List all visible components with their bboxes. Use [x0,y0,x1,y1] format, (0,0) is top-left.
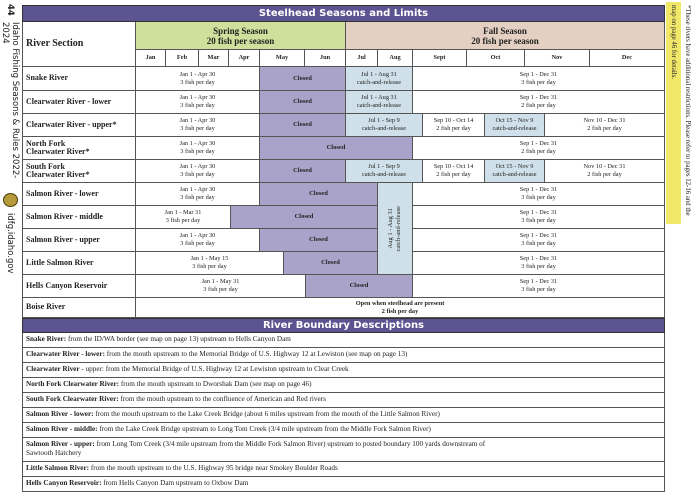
boundary-item: Hells Canyon Reservoir: from Hells Canyon Dam upstream to Oxbow Dam [22,477,665,492]
closed-cell: Closed [306,275,413,298]
month-dec: Dec [590,50,665,67]
fall-open-cell: Sep 1 - Dec 31 3 fish per day [413,183,665,206]
spring-open-cell: Jan 1 - May 31 3 fish per day [136,275,306,298]
fall-open-cell: Nov 10 - Dec 31 2 fish per day [545,114,665,137]
boundary-item: Clearwater River - lower: from the mouth upstream to the Memorial Bridge of U.S. Highway 12 at Lewiston (see map on page 13) [22,348,665,363]
river-name: Boise River [22,298,136,318]
spring-open-cell: Jan 1 - Apr 30 3 fish per day [136,67,260,91]
months-row [0,50,683,67]
closed-cell: Closed [260,160,346,183]
fall-season-header [346,22,665,50]
catch-release-cell: Jul 1 - Aug 31 catch-and-release [346,91,413,114]
fall-title: Fall Season [483,26,527,36]
river-name: Salmon River - middle [22,206,136,229]
boundary-item: Salmon River - upper: from Long Tom Creek (3/4 mile upstream from the Middle Fork Salmon River) upstream to posted boundary 100 yards downstream of Sawtooth Hatchery [22,438,665,462]
river-name: Salmon River - lower [22,183,136,206]
fall-open-cell: Sep 1 - Dec 31 3 fish per day [413,67,665,91]
fall-open-cell: Sep 1 - Dec 31 2 fish per day [413,137,665,160]
table-row [0,160,683,183]
fall-limit: 20 fish per season [471,36,539,46]
closed-cell: Closed [260,114,346,137]
boundary-item: Clearwater River - upper: from the Memorial Bridge of U.S. Highway 12 at Lewiston upstream to Clear Creek [22,363,665,378]
month-may: May [260,50,305,67]
table-title: Steelhead Seasons and Limits [22,5,665,22]
spring-open-cell: Jan 1 - Apr 30 3 fish per day [136,114,260,137]
spring-season-header [136,22,346,50]
table-row [0,275,683,298]
month-jan: Jan [136,50,166,67]
river-name: South Fork Clearwater River* [22,160,136,183]
spring-open-cell: Jan 1 - Apr 30 3 fish per day [136,91,260,114]
month-feb: Feb [166,50,199,67]
month-sept: Sept [413,50,467,67]
table-row [0,183,683,206]
closed-cell: Closed [231,206,378,229]
spring-title: Spring Season [213,26,268,36]
closed-cell: Closed [260,229,378,252]
closed-cell: Closed [260,183,378,206]
table-row [0,67,683,91]
spring-open-cell: Jan 1 - Apr 30 3 fish per day [136,183,260,206]
boundary-item: Little Salmon River: from the mouth upstream to the U.S. Highway 95 bridge near Smokey Boulder Roads [22,462,665,477]
fall-open-cell: Nov 10 - Dec 31 2 fish per day [545,160,665,183]
month-mar: Mar [199,50,229,67]
spring-open-cell: Jan 1 - Mar 31 3 fish per day [136,206,231,229]
page-number: 44 [5,4,15,16]
closed-cell: Closed [260,137,413,160]
river-name: Salmon River - upper [22,229,136,252]
catch-release-cell: Jul 1 - Sep 9 catch-and-release [346,114,423,137]
spring-open-cell: Jan 1 - Apr 30 3 fish per day [136,229,260,252]
month-jul: Jul [346,50,378,67]
boundary-item: South Fork Clearwater River: from the mouth upstream to the confluence of American and Red rivers [22,393,665,408]
table-row [0,137,683,160]
fall-open-cell: Sep 10 - Oct 14 2 fish per day [423,160,485,183]
catch-release-cell: Oct 15 - Nov 9 catch-and-release [485,114,545,137]
fall-open-cell: Sep 10 - Oct 14 2 fish per day [423,114,485,137]
publication-title: Idaho Fishing Seasons & Rules 2022-2024 [0,21,20,179]
open-all-year-cell: Open when steelhead are present 2 fish per day [136,298,665,318]
table-row [0,206,683,229]
closed-cell: Closed [284,252,378,275]
website-url: idfg.idaho.gov [5,213,15,274]
table-row [0,298,683,318]
boundaries-title: River Boundary Descriptions [22,318,665,333]
fall-open-cell: Sep 1 - Dec 31 3 fish per day [413,275,665,298]
river-name: Little Salmon River [22,252,136,275]
fall-open-cell: Sep 1 - Dec 31 3 fish per day [413,206,665,229]
table-row [0,229,683,252]
table-row [0,252,683,275]
closed-cell: Closed [260,67,346,91]
spring-open-cell: Jan 1 - May 15 3 fish per day [136,252,284,275]
catch-release-cell: Jul 1 - Sep 9 catch-and-release [346,160,423,183]
fall-open-cell: Sep 1 - Dec 31 2 fish per day [413,91,665,114]
river-name: Hells Canyon Reservoir [22,275,136,298]
month-nov: Nov [525,50,590,67]
table-row [0,114,683,137]
river-name: Clearwater River - lower [22,91,136,114]
boundary-item: Snake River: from the ID/WA border (see map on page 13) upstream to Hells Canyon Dam [22,333,665,348]
month-aug: Aug [378,50,413,67]
fall-open-cell: Sep 1 - Dec 31 3 fish per day [413,229,665,252]
month-apr: Apr [229,50,260,67]
month-oct: Oct [467,50,525,67]
salmon-aug-catch-release-cell: Aug 1 - Aug 31 catch-and-release [378,183,413,275]
boundary-item: Salmon River - lower: from the mouth upstream to the Lake Creek Bridge (about 6 miles upstream from the mouth of the Little Salmon River) [22,408,665,423]
catch-release-cell: Jul 1 - Aug 31 catch-and-release [346,67,413,91]
river-name: North Fork Clearwater River* [22,137,136,160]
spring-limit: 20 fish per season [206,36,275,46]
footnote-text: *These rivers have additional restrictions. Please refer to pages 12-16 and the map on page 46 for details. [670,5,691,216]
fall-open-cell: Sep 1 - Dec 31 3 fish per day [413,252,665,275]
boundary-item: Salmon River - middle: from the Lake Creek Bridge upstream to Long Tom Creek (3/4 mile upstream from the Middle Fork Salmon River) [22,423,665,438]
spring-open-cell: Jan 1 - Apr 30 3 fish per day [136,137,260,160]
river-name: Snake River [22,67,136,91]
closed-cell: Closed [260,91,346,114]
river-section-header: River Section [22,22,136,67]
boundary-item: North Fork Clearwater River: from the mouth upstream to Dworshak Dam (see map on page 46) [22,378,665,393]
month-jun: Jun [305,50,346,67]
table-row [0,91,683,114]
river-name: Clearwater River - upper* [22,114,136,137]
catch-release-cell: Oct 15 - Nov 9 catch-and-release [485,160,545,183]
spring-open-cell: Jan 1 - Apr 30 3 fish per day [136,160,260,183]
